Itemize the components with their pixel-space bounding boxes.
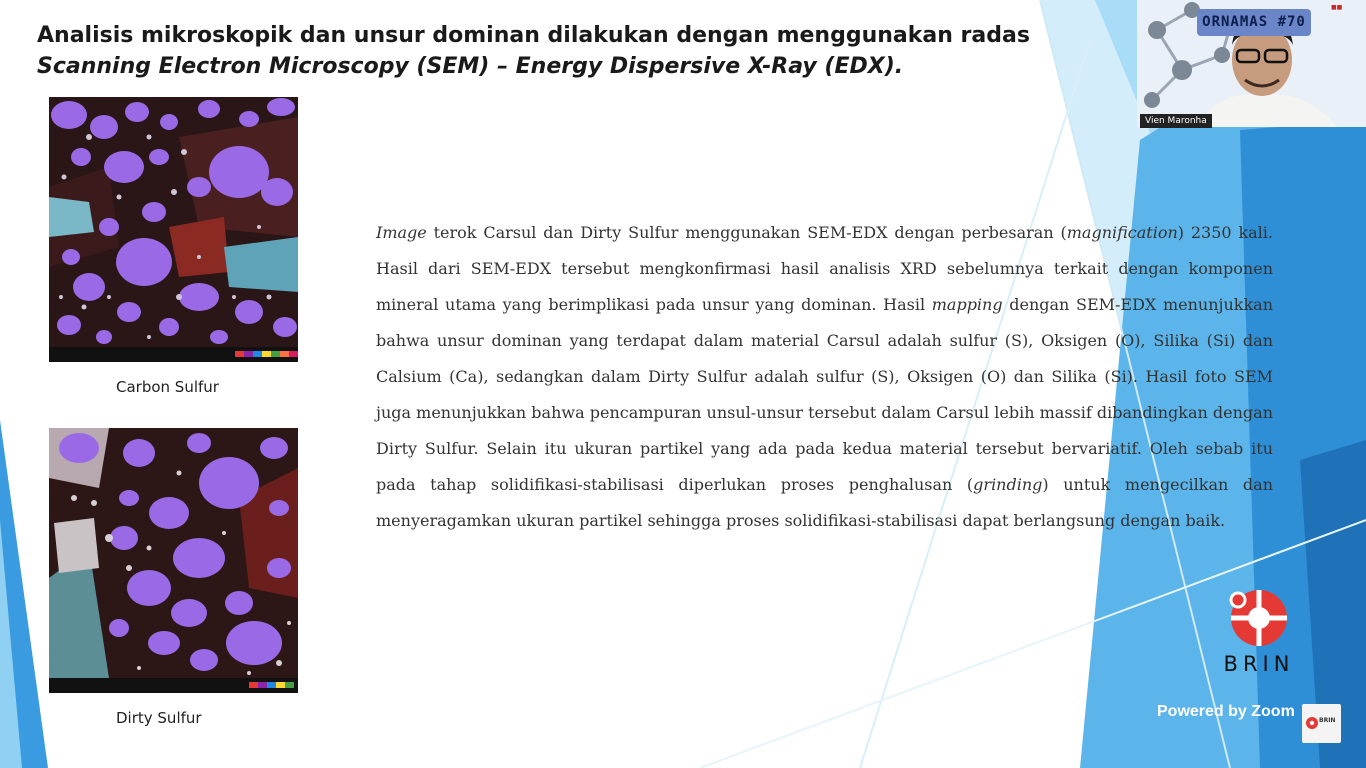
paragraph-italic-image: Image (376, 223, 427, 242)
carbon-sulfur-caption: Carbon Sulfur (116, 378, 219, 396)
paragraph-italic-mapping: mapping (931, 295, 1003, 314)
powered-by-zoom-label: Powered by Zoom (1157, 703, 1295, 720)
brin-logo-icon (1214, 588, 1304, 698)
brin-logo-text: BRIN (1223, 652, 1295, 676)
slide-title (37, 20, 1037, 82)
slide-body-paragraph (376, 215, 1273, 539)
brin-badge-icon (1305, 716, 1319, 730)
sem-image-carbon-sulfur (49, 97, 298, 362)
paragraph-segment: terok Carsul dan Dirty Sulfur menggunakan SEM-EDX dengan perbesaran ( (426, 223, 1067, 242)
paragraph-italic-magnification: magnification (1066, 223, 1178, 242)
paragraph-segment: ) 2350 kali. Hasil dari SEM-EDX tersebut mengkonfirmasi hasil analisis XRD sebelumnya terkait dengan komponen mineral utama yang berimplikasi pada unsur yang dominan. Hasil (376, 223, 1274, 314)
brin-watermark-badge (1302, 704, 1341, 743)
slide-title-line2: Scanning Electron Microscopy (SEM) – Energy Dispersive X-Ray (EDX). (37, 54, 904, 79)
dirty-sulfur-caption: Dirty Sulfur (116, 709, 202, 727)
webcam-participant-name: Vien Maronha (1140, 114, 1212, 128)
paragraph-segment: dengan SEM-EDX menunjukkan bahwa unsur dominan yang terdapat dalam material Carsul adalah sulfur (S), Oksigen (O), Silika (Si) dan Calsium (Ca), sedangkan dalam Dirty Sulfur adalah sulfur (S), Oksigen (O) dan Silika (Si). Hasil foto SEM juga menunjukkan bahwa pencampuran unsul-unsur tersebut dalam Carsul lebih massif dibandingkan dengan Dirty Sulfur. Selain itu ukuran partikel yang ada pada kedua material tersebut bervariatif. Oleh sebab itu pada tahap solidifikasi-stabilisasi diperlukan proses penghalusan ( (376, 295, 1273, 494)
paragraph-italic-grinding: grinding (973, 475, 1043, 494)
webcam-event-tag: ORNAMAS #70 (1197, 9, 1311, 36)
webcam-brand-mark: ■■ (1331, 4, 1343, 11)
sem-image-dirty-sulfur (49, 428, 298, 693)
slide-title-line1: Analisis mikroskopik dan unsur dominan dilakukan dengan menggunakan radas (37, 23, 1030, 48)
paragraph-segment: ) untuk mengecilkan dan menyeragamkan ukuran partikel sehingga proses solidifikasi-stabilisasi dapat berlangsung dengan baik. (376, 475, 1273, 530)
brin-badge-text: BRIN (1319, 717, 1336, 724)
